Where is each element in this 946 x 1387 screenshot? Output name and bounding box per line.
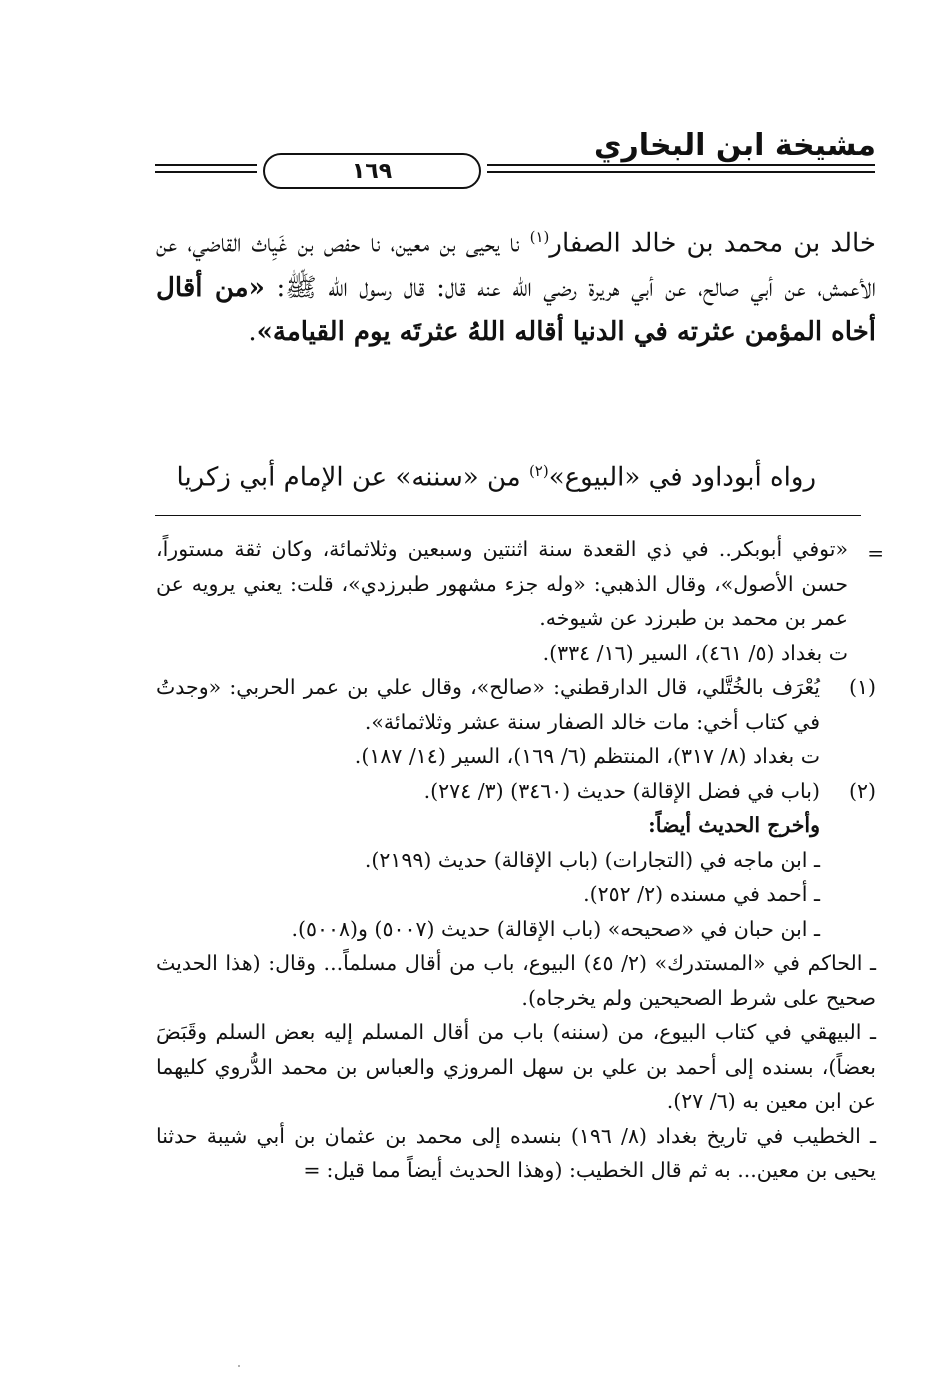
footnote-2-heading: وأخرج الحديث أيضاً: [648, 813, 820, 837]
footnote-2-item-ibn-majah: ـ ابن ماجه في (التجارات) (باب الإقالة) حديث (٢١٩٩). [364, 847, 820, 872]
header-rule [155, 153, 875, 193]
footnote-2-item-bayhaqi: ـ البيهقي في كتاب البيوع، من (سننه) باب من أقال المسلم إليه بعض السلم وقَبَضَ بعضاً)، بسنده إلى أحمد بن علي بن سهل المروزي والعباس بن محمد الدُّروي كليهما عن ابن معين به (٦/ ٢٧). [156, 1020, 876, 1113]
footnote-continuation [156, 532, 884, 670]
footnote-2-marker: (٢) [848, 778, 876, 803]
footnote-2-item-ibn-hibban: ـ ابن حبان في «صحيحه» (باب الإقالة) حديث (٥٠٠٧) و(٥٠٠٨). [291, 916, 820, 941]
page-number-value: ١٦٩ [351, 158, 393, 184]
footnote-separator [155, 515, 861, 516]
footnote-2-item-hakim: ـ الحاكم في «المستدرك» (٢/ ٤٥) البيوع، باب من أقال مسلماً... وقال: (هذا الحديث صحيح على شرط الصحيحين ولم يخرجاه). [156, 951, 876, 1010]
continuation-reference: ت بغداد (٥/ ٤٦١)، السير (١٦/ ٣٣٤). [542, 640, 848, 665]
main-paragraph [156, 215, 876, 354]
footnote-2-line: (باب في فضل الإقالة) حديث (٣٤٦٠) (٣/ ٢٧٤). [423, 778, 820, 803]
footnote-1 [156, 670, 876, 774]
footnote-1-marker: (١) [848, 675, 876, 699]
footnote-1-text: يُعْرَف بالخُتَّلي، قال الدارقطني: «صالح»، وقال علي بن عمر الحربي: «وجدتُ في كتاب أخي: مات خالد الصفار سنة عشر وثلاثمائة». [156, 675, 820, 734]
footnote-2-item-khatib [156, 1119, 876, 1188]
footnote-1-reference: ت بغداد (٨/ ٣١٧)، المنتظم (٦/ ١٦٩)، السير (١٤/ ١٨٧). [354, 744, 820, 768]
footnote-2 [156, 774, 876, 1188]
page-number [263, 153, 481, 189]
footnotes [156, 532, 884, 1188]
main-text-chain: نا يحيى بن معين، نا حفص بن غَيِاث القاضي، عن الأعمش، عن أبي صالح، عن أبي هريرة رضي الله عنه قال: قال رسول الله ﷺ: [156, 228, 876, 303]
continuation-text: «توفي أبوبكر.. في ذي القعدة سنة اثنتين وسبعين وثلاثمائة، وكان ثقة مستوراً، حسن الأصول»، وقال الذهبي: «وله جزء مشهور طبرزدي»، قلت: يعني يرويه عن عمر بن محمد بن طبرزد عن شيوخه. [156, 537, 848, 630]
footnote-ref-1: (١) [529, 228, 550, 246]
narration-text-start: رواه أبوداود في «البيوع» [548, 462, 816, 493]
footnote-2-item-khatib-text: ـ الخطيب في تاريخ بغداد (٨/ ١٩٦) بنسده إلى محمد بن عثمان بن أبي شيبة حدثنا يحيى بن معين... به ثم قال الخطيب: (وهذا الحديث أيضاً مما قيل: [156, 1123, 876, 1182]
page-end-continuation-mark: = [303, 1158, 321, 1182]
footnote-ref-2: (٢) [528, 462, 549, 480]
main-text-end: . [248, 316, 257, 347]
running-header-title: مشيخة ابن البخاري [593, 128, 876, 163]
header-double-rule-right [487, 164, 875, 173]
narration-line [156, 462, 816, 493]
scan-speck [238, 1365, 240, 1367]
continuation-mark: = [867, 541, 884, 565]
hadith-quote: «من أقال أخاه المؤمن عثرته في الدنيا أقاله اللهُ عثرتَه يوم القيامة» [156, 272, 876, 347]
narration-text-end: من «سننه» عن الإمام أبي زكريا [176, 462, 529, 493]
header-double-rule-left [155, 164, 257, 173]
footnote-2-item-ahmad: ـ أحمد في مسنده (٢/ ٢٥٢). [583, 882, 820, 906]
main-text-opening: خالد بن محمد بن خالد الصفار [549, 228, 876, 259]
